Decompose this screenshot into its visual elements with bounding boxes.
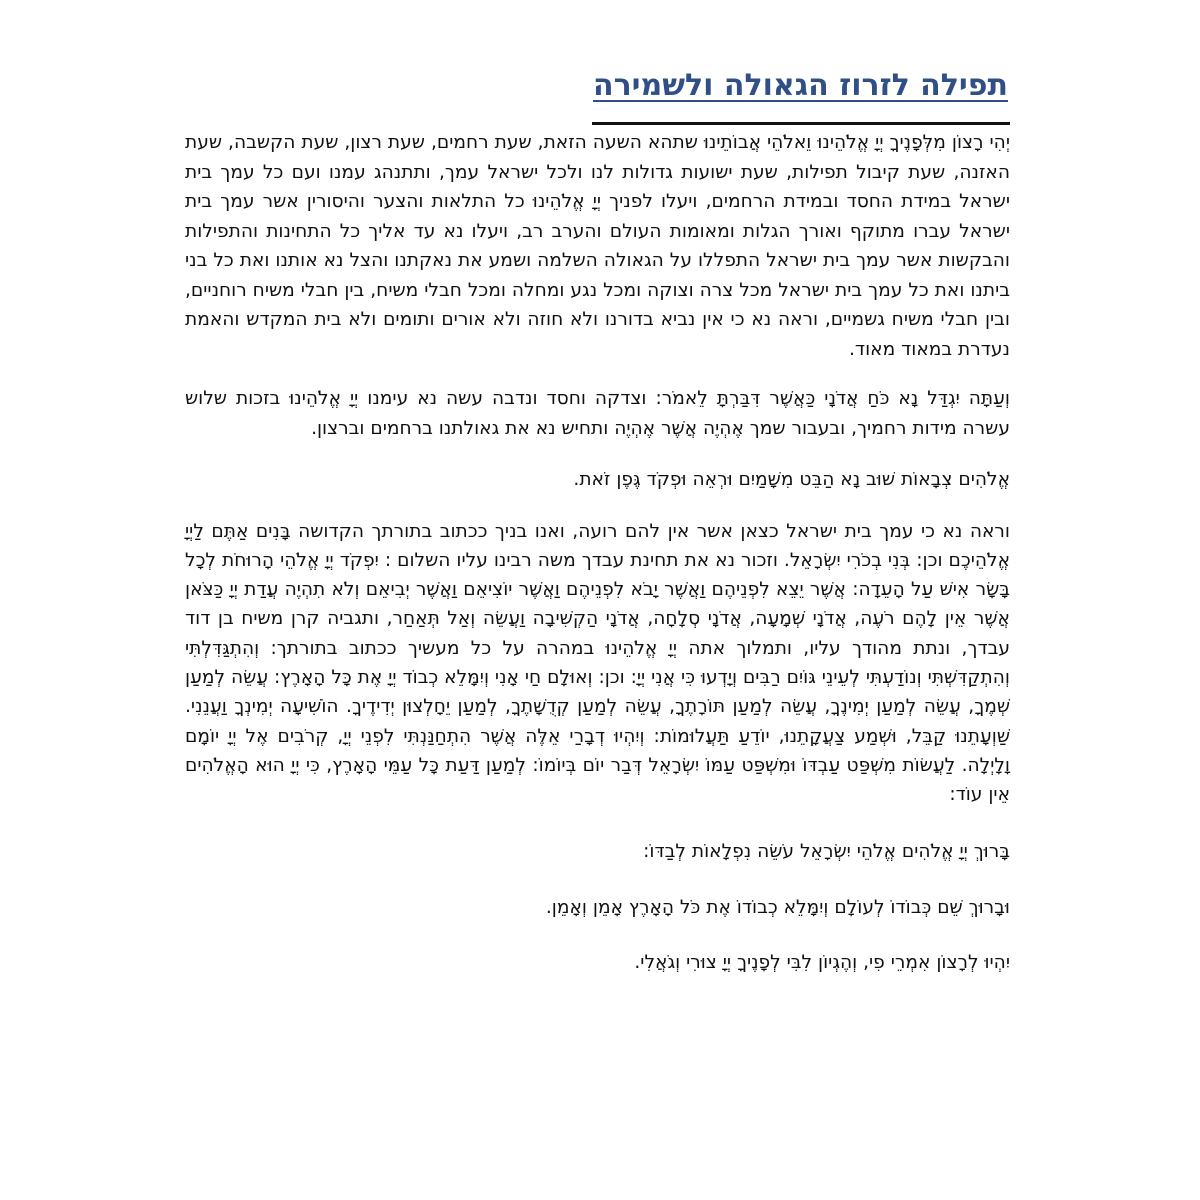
paragraph-shepherd-plea: וראה נא כי עמך בית ישראל כצאן אשר אין להם רועה, ואנו בניך ככתוב בתורתך הקדושה בָּנִים אַתֶּם לַיְיָ אֱלֹהֵיכֶם וכן: בְּנִי בְכֹרִי יִשְׂרָאֵל. וזכור נא את תחינת עבדך משה רבינו עליו השלום : יִפְקֹד יְיָ אֱלֹהֵי הָרוּחֹת לְכָל בָּשָׂר אִישׁ עַל הָעֵדָה: אֲשֶׁר יֵצֵא לִפְנֵיהֶם וַאֲשֶׁר יָבֹא לִפְנֵיהֶם וַאֲשֶׁר יוֹצִיאֵם וַאֲשֶׁר יְבִיאֵם וְלֹא תִהְיֶה עֲדַת יְיָ כַּצֹּאן אֲשֶׁר אֵין לָהֶם רֹעֶה, אֲדֹנָי שְׁמָעָה, אֲדֹנָי סְלָחָה, אֲדֹנָי הַקְשִׁיבָה וַעֲשֵׂה וְאַל תְּאַחַר, ותגביה קרן משיח בן דוד עבדך, ונתת מהודך עליו, ותמלוך אתה יְיָ אֱלֹהֵינוּ במהרה על כל מעשיך ככתוב בתורתך: וְהִתְגַּדִּלְתִּי וְהִתְקַדִּשְׁתִּי וְנוֹדַעְתִּי לְעֵינֵי גּוֹיִם רַבִּים וְיָדְעוּ כִּי אֲנִי יְיָ: וכן: וְאוּלָם חַי אָנִי וְיִמָּלֵא כְבוֹד יְיָ אֶת כָּל הָאָרֶץ: עֲשֵׂה לְמַעַן שְׁמֶךָ, עֲשֵׂה לְמַעַן יְמִינֶךָ, עֲשֵׂה לְמַעַן תּוֹרָתֶךָ, עֲשֵׂה לְמַעַן קְדֻשָּׁתֶךָ, לְמַעַן יֵחָלְצוּן יְדִידֶיךָ. הוֹשִׁיעָה יְמִינְךָ וַעֲנֵנִי. שַׁוְעָתֵנוּ קַבֵּל, וּשְׁמַע צַעֲקָתֵנוּ, יוֹדֵעַ תַּעֲלוּמוֹת: וְיִהְיוּ דְבָרַי אֵלֶּה אֲשֶׁר הִתְחַנַּנְתִּי לִפְנֵי יְיָ, קְרֹבִים אֶל יְיָ יוֹמָם וָלָיְלָה. לַעֲשׂוֹת מִשְׁפַּט עַבְדּוֹ וּמִשְׁפַּט עַמּוֹ יִשְׂרָאֵל דְּבַר יוֹם בְּיוֹמוֹ: לְמַעַן דַּעַת כָּל עַמֵּי הָאָרֶץ, כִּי יְיָ הוּא הָאֱלֹהִים אֵין עוֹד: — [185, 520, 1010, 806]
paragraph-yihyu-leratzon: יִהְיוּ לְרָצוֹן אִמְרֵי פִי, וְהֶגְיוֹן לִבִּי לְפָנֶיךָ יְיָ צוּרִי וְגֹאֲלִי. — [634, 952, 1010, 974]
paragraph-baruch-hashem: בָּרוּךְ יְיָ אֱלֹהִים אֱלֹהֵי יִשְׂרָאֵל עֹשֵׂה נִפְלָאוֹת לְבַדּוֹ: — [643, 841, 1010, 863]
paragraph-verse-tzvaot: אֱלֹהִים צְבָאוֹת שׁוּב נָא הַבֵּט מִשָּׁמַיִם וּרְאֵה וּפְקֹד גֶּפֶן זֹאת. — [573, 469, 1010, 490]
paragraph-opening-prayer: יְהִי רָצוֹן מִלְּפָנֶיךָ יְיָ אֱלֹהֵינוּ וֵאלֹהֵי אֲבוֹתֵינוּ שתהא השעה הזאת, שעת רחמים, שעת רצון, שעת הקשבה, שעת האזנה, שעת קיבול תפילות, שעת ישועות גדולות לנו ולכל ישראל עמך, ותתנהג עמנו ועם כל עמך בית ישראל במידת החסד ובמידת הרחמים, ויעלו לפניך יְיָ אֱלֹהֵינוּ כל התלאות והצער והיסורין אשר עמך בית ישראל עברו מתוקף ואורך הגלות ומאומות העולם והערב רב, ויעלו נא עד אליך כל התחינות והתפילות והבקשות אשר עמך בית ישראל התפללו על הגאולה השלמה ושמע את נאקתנו והצל נא אותנו ואת כל בני ביתנו ואת כל עמך בית ישראל מכל צרה וצוקה ומכל נגע ומחלה ומכל חבלי משיח, בין חבלי משיח רוחניים, ובין חבלי משיח גשמיים, וראה נא כי אין נביא בדורנו ולא חוזה ולא אורים ותומים ולא בית המקדש והאמת נעדרת במאוד מאוד. — [185, 132, 1010, 360]
document-page — [185, 60, 1010, 996]
document-title: תפילה לזרוז הגאולה ולשמירה — [592, 68, 1008, 103]
paragraph-baruch-shem: וּבָרוּךְ שֵׁם כְּבוֹדוֹ לְעוֹלָם וְיִמָּלֵא כְבוֹדוֹ אֶת כֹּל הָאָרֶץ אָמֵן וְאָמֵן. — [545, 896, 1010, 918]
paragraph-thirteen-attributes: וְעַתָּה יִגְדַּל נָא כֹּחַ אֲדֹנָי כַּאֲשֶׁר דִּבַּרְתָּ לֵאמֹר: וצדקה וחסד ונדבה עשה נא עימנו יְיָ אֱלֹהֵינוּ בזכות שלוש עשרה מידות רחמיך, ובעבור שמך אֶהְיֶה אֲשֶׁר אֶהְיֶה ותחיש נא את גאולתנו ברחמים וברצון. — [185, 388, 1010, 439]
title-divider — [592, 122, 1010, 125]
